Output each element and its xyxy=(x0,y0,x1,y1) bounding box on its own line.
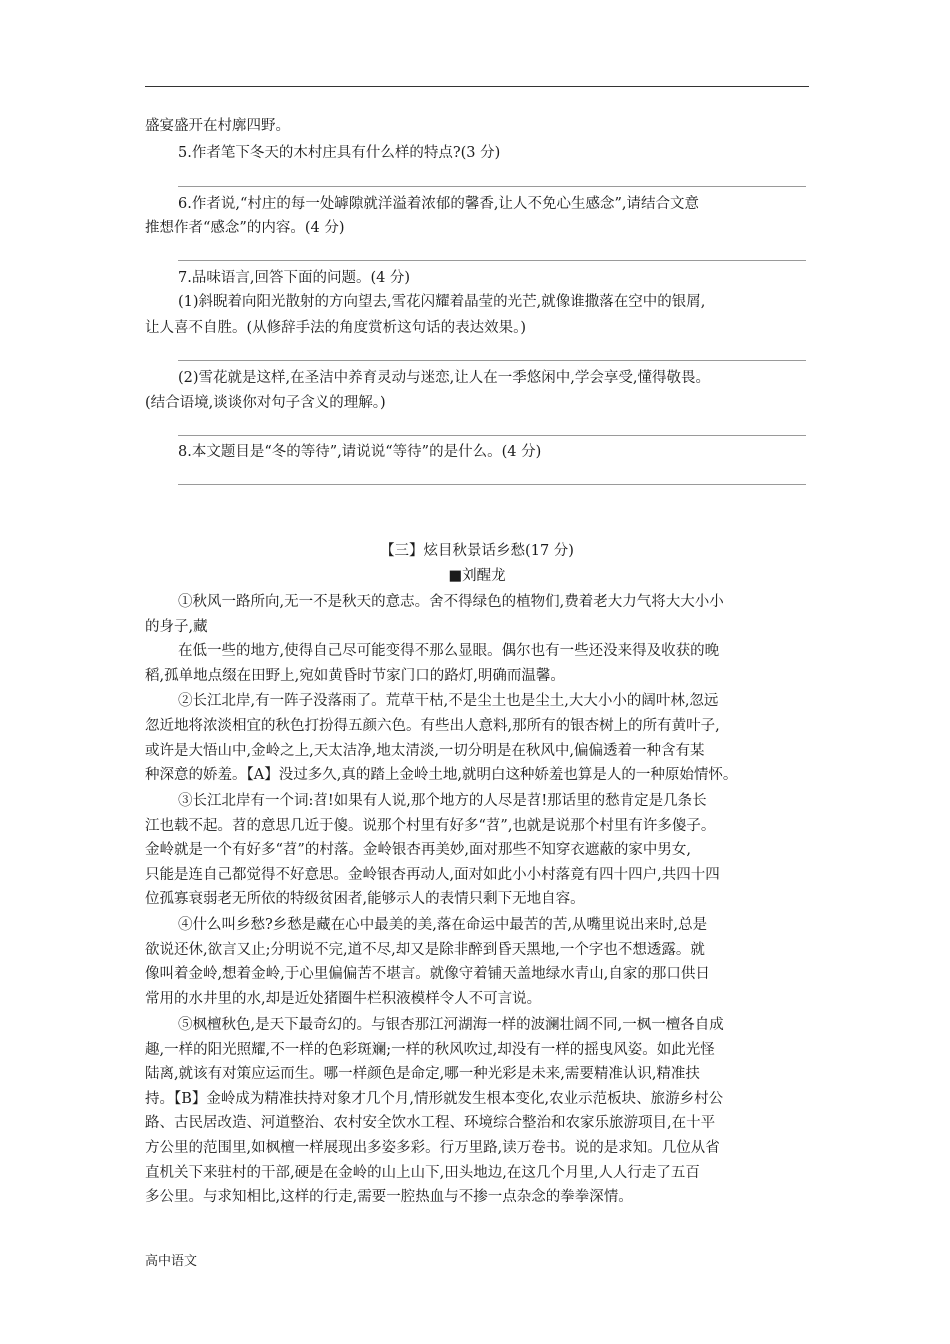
author-line: ■刘醒龙 xyxy=(448,568,506,584)
section-title: 【三】炫目秋景话乡愁(17 分) xyxy=(380,543,574,559)
answer-line-q6[interactable] xyxy=(178,260,806,261)
para-2-line: 忽近地将浓淡相宜的秋色打扮得五颜六色。有些出人意料,那所有的银杏树上的所有黄叶子, xyxy=(145,718,720,734)
question-8: 8.本文题目是“冬的等待”,请说说“等待”的是什么。(4 分) xyxy=(178,444,542,460)
para-5-line: 路、古民居改造、河道整治、农村安全饮水工程、环境综合整治和农家乐旅游项目,在十平 xyxy=(145,1115,716,1131)
header-rule xyxy=(145,86,809,87)
para-2-line: 或许是大悟山中,金岭之上,天太洁净,地太清淡,一切分明是在秋风中,偏偏透着一种含有某 xyxy=(145,743,705,759)
para-5-line: 方公里的范围里,如枫檀一样展现出多姿多彩。行万里路,读万卷书。说的是求知。几位从省 xyxy=(145,1140,720,1156)
para-5-line: 多公里。与求知相比,这样的行走,需要一腔热血与不掺一点杂念的拳拳深情。 xyxy=(145,1189,633,1205)
para-5-line: 陆离,就该有对策应运而生。哪一样颜色是命定,哪一种光彩是未来,需要精准认识,精准扶 xyxy=(145,1066,700,1082)
para-3-line: 位孤寡衰弱老无所依的特级贫困者,能够示人的表情只剩下无地自容。 xyxy=(145,891,585,907)
para-5-line: ⑤枫檀秋色,是天下最奇幻的。与银杏那江河湖海一样的波澜壮阔不同,一枫一檀各自成 xyxy=(178,1017,724,1033)
para-1-line: 的身子,藏 xyxy=(145,619,208,635)
question-7-2-line-2: (结合语境,谈谈你对句子含义的理解。) xyxy=(145,395,386,411)
question-6-line-2: 推想作者“感念”的内容。(4 分) xyxy=(145,220,345,236)
para-3-line: 只能是连自己都觉得不好意思。金岭银杏再动人,面对如此小小村落竟有四十四户,共四十四 xyxy=(145,867,720,883)
para-4-line: 欲说还休,欲言又止;分明说不完,道不尽,却又是除非醉到昏天黑地,一个字也不想透露。就 xyxy=(145,942,705,958)
answer-line-q7-2[interactable] xyxy=(178,435,806,436)
question-7-1-line-2: 让人喜不自胜。(从修辞手法的角度赏析这句话的表达效果。) xyxy=(145,320,527,336)
question-5: 5.作者笔下冬天的木村庄具有什么样的特点?(3 分) xyxy=(178,145,501,161)
para-5-line: 直机关下来驻村的干部,硬是在金岭的山上山下,田头地边,在这几个月里,人人行走了五百 xyxy=(145,1165,700,1181)
para-1-line: ①秋风一路所向,无一不是秋天的意志。舍不得绿色的植物们,费着老大力气将大大小小 xyxy=(178,594,724,610)
answer-line-q8[interactable] xyxy=(178,484,806,485)
para-4-line: 像叫着金岭,想着金岭,于心里偏偏苦不堪言。就像守着铺天盖地绿水青山,自家的那口供日 xyxy=(145,966,710,982)
para-3-line: 江也载不起。苕的意思几近于傻。说那个村里有好多“苕”,也就是说那个村里有许多傻子。 xyxy=(145,818,716,834)
para-4-line: ④什么叫乡愁?乡愁是藏在心中最美的美,落在命运中最苦的苦,从嘴里说出来时,总是 xyxy=(178,917,708,933)
question-7-1-line-1: (1)斜睨着向阳光散射的方向望去,雪花闪耀着晶莹的光芒,就像谁撒落在空中的银屑, xyxy=(178,294,706,310)
question-7-2-line-1: (2)雪花就是这样,在圣洁中养育灵动与迷恋,让人在一季悠闲中,学会享受,懂得敬畏。 xyxy=(178,370,710,386)
para-2-line: ②长江北岸,有一阵子没落雨了。荒草干枯,不是尘土也是尘土,大大小小的阔叶林,忽远 xyxy=(178,693,719,709)
para-4-line: 常用的水井里的水,却是近处猪圈牛栏积液模样令人不可言说。 xyxy=(145,991,542,1007)
para-2-line: 种深意的娇羞。【A】没过多久,真的踏上金岭土地,就明白这种娇羞也算是人的一种原始情怀。 xyxy=(145,767,738,783)
para-3-line: ③长江北岸有一个词:苕!如果有人说,那个地方的人尽是苕!那话里的愁肯定是几条长 xyxy=(178,793,707,809)
question-7: 7.品味语言,回答下面的问题。(4 分) xyxy=(178,270,411,286)
para-5-line: 持。【B】金岭成为精准扶持对象才几个月,情形就发生根本变化,农业示范板块、旅游乡村公 xyxy=(145,1091,724,1107)
page-footer: 高中语文 xyxy=(145,1254,198,1269)
para-3-line: 金岭就是一个有好多“苕”的村落。金岭银杏再美妙,面对那些不知穿衣遮蔽的家中男女, xyxy=(145,842,692,858)
para-5-line: 趣,一样的阳光照耀,不一样的色彩斑斓;一样的秋风吹过,却没有一样的摇曳风姿。如此光怪 xyxy=(145,1042,715,1058)
carry-over-line: 盛宴盛开在村廓四野。 xyxy=(145,118,290,134)
answer-line-q5[interactable] xyxy=(178,186,806,187)
para-1b-line: 在低一些的地方,使得自己尽可能变得不那么显眼。偶尔也有一些还没来得及收获的晚 xyxy=(178,643,720,659)
question-6-line-1: 6.作者说,“村庄的每一处罅隙就洋溢着浓郁的馨香,让人不免心生感念”,请结合文意 xyxy=(178,196,699,212)
answer-line-q7-1[interactable] xyxy=(178,360,806,361)
para-1b-line: 稻,孤单地点缀在田野上,宛如黄昏时节家门口的路灯,明确而温馨。 xyxy=(145,668,565,684)
